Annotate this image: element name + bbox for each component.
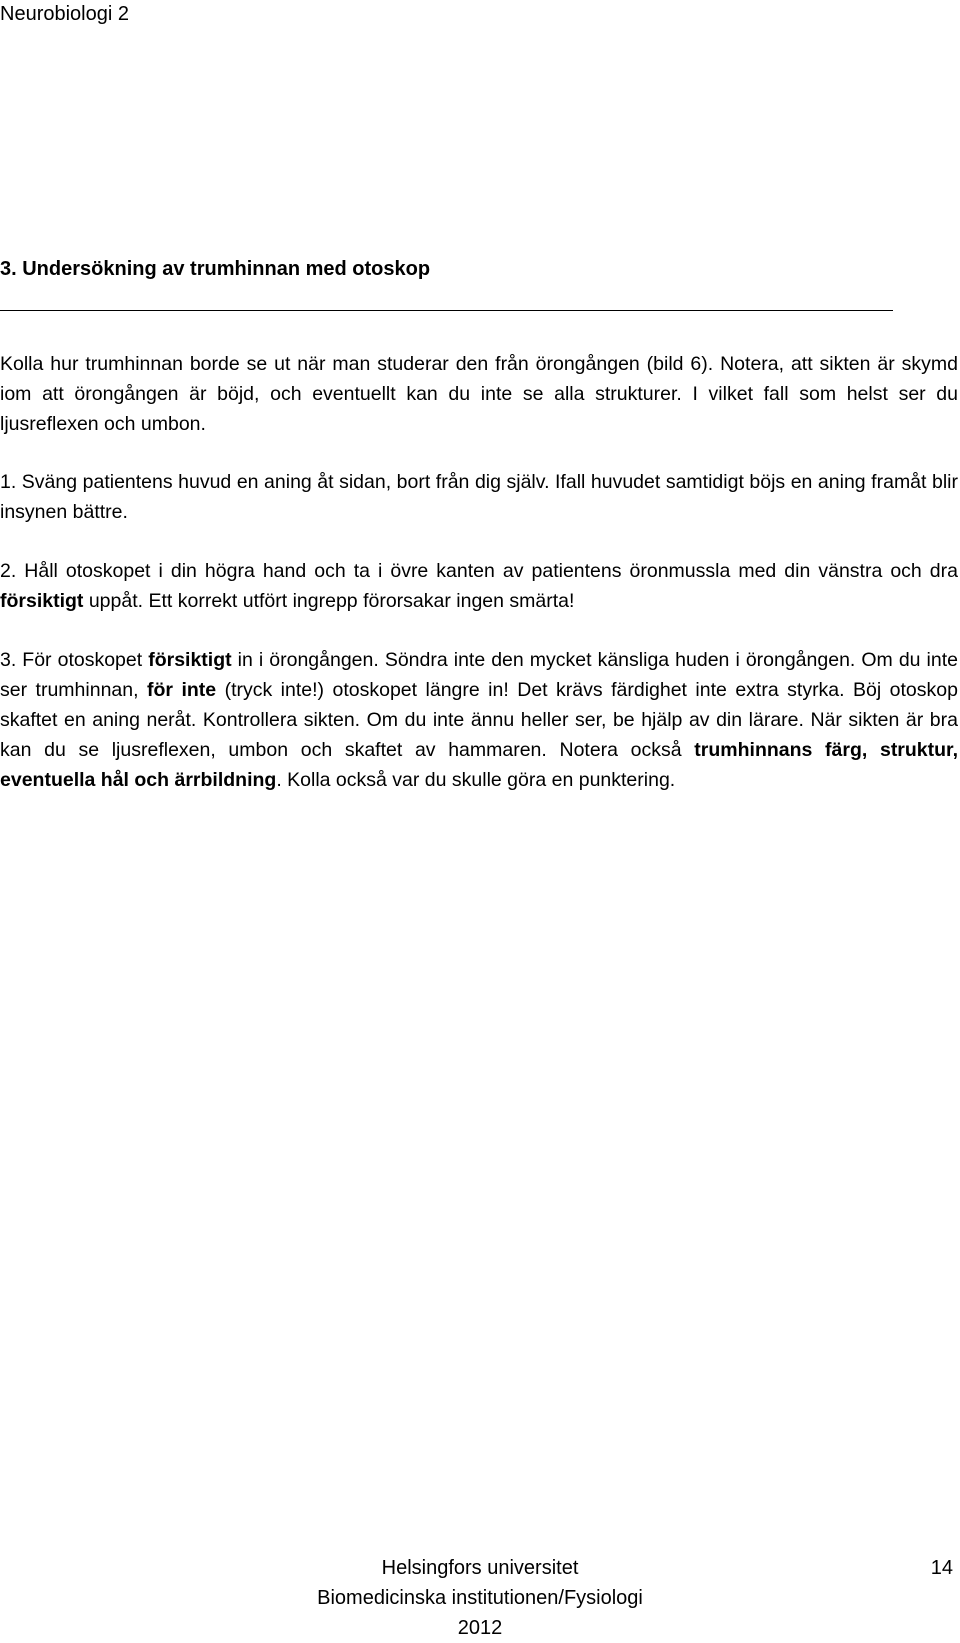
step-2-text-b: uppåt. Ett korrekt utfört ingrepp förorsakar ingen smärta! [83,590,575,612]
step-3-text-c: (tryck inte!) otoskopet längre in! Det krävs färdighet inte extra styrka. Böj otoskop skaftet en aning neråt. Kontrollera sikten. Om du inte ännu heller ser, be hjälp av din lärare. När sikten är bra kan du se ljusreflexen, umbon och skaftet av hammaren. Notera också [0,679,958,761]
intro-paragraph: Kolla hur trumhinnan borde se ut när man studerar den från örongången (bild 6). Notera, att sikten är skymd iom att örongången är böjd, och eventuellt kan du inte se alla strukturer. I vilket fall som helst ser du ljusreflexen och umbon. [0,353,958,435]
step-3-paragraph [0,645,958,795]
section-heading: 3. Undersökning av trumhinnan med otoskop [0,258,431,280]
heading-rule [0,310,893,311]
step-1-paragraph: 1. Sväng patientens huvud en aning åt sidan, bort från dig själv. Ifall huvudet samtidigt böjs en aning framåt blir insynen bättre. [0,471,958,523]
step-2-text-a: 2. Håll otoskopet i din högra hand och ta i övre kanten av patientens öronmussla med din vänstra och dra [0,560,958,582]
step-3-bold-carefully: försiktigt [148,649,232,671]
step-3-text-a: 3. För otoskopet [0,649,149,671]
footer-year: 2012 [457,1617,503,1639]
step-2-bold-carefully: försiktigt [0,590,84,612]
page-header-title: Neurobiologi 2 [0,3,129,25]
step-3-bold-do-not: för inte [146,679,217,701]
step-2-paragraph [0,556,958,616]
page-number: 14 [930,1557,953,1579]
footer-institute: Biomedicinska institutionen/Fysiologi [317,1587,643,1609]
step-3-bold-observations: trumhinnans färg, struktur, eventuella hål och ärrbildning [0,739,958,791]
step-3-text-b: in i örongången. Söndra inte den mycket känsliga huden i örongången. Om du inte ser trumhinnan, [0,649,958,701]
step-3-text-d: . Kolla också var du skulle göra en punktering. [276,769,676,791]
footer-university: Helsingfors universitet [381,1557,579,1579]
